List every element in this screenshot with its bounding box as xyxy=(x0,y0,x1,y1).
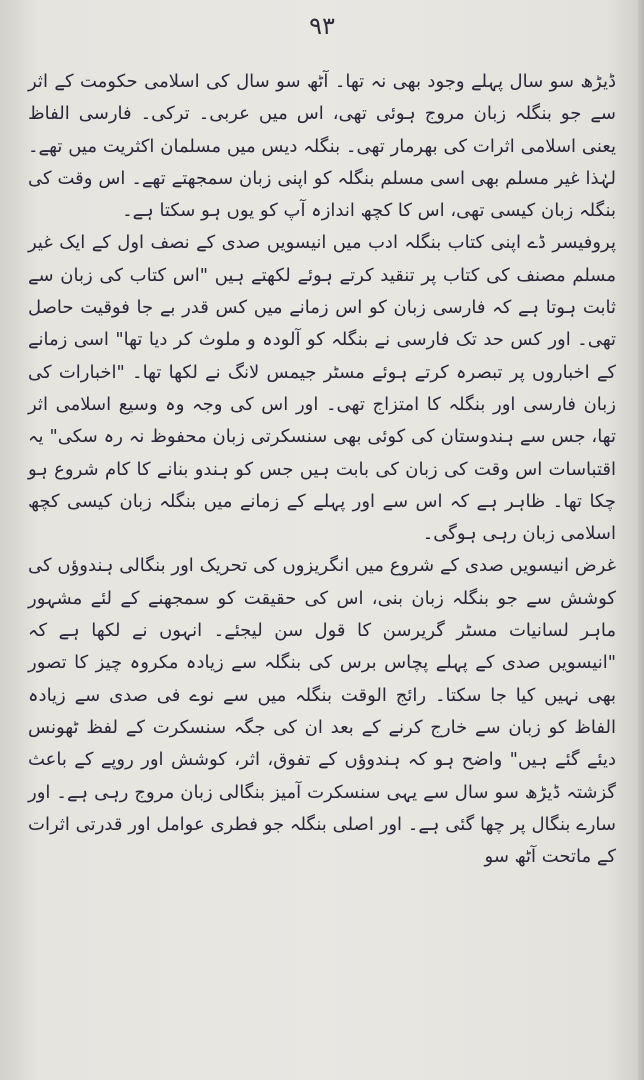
paragraph-1: ڈیڑھ سو سال پہلے وجود بھی نہ تھا۔ آٹھ سو سال کی اسلامی حکومت کے اثر سے جو بنگلہ زبان مروج ہوئی تھی، اس میں عربی۔ ترکی۔ فارسی الفاظ یعنی اسلامی اثرات کی بھرمار تھی۔ بنگلہ دیس میں مسلمان اکثریت میں تھے۔ لہٰذا غیر مسلم بھی اسی مسلم بنگلہ کو اپنی زبان سمجھتے تھے۔ اس وقت کی بنگلہ زبان کیسی تھی، اس کا کچھ اندازہ آپ کو یوں ہو سکتا ہے۔ xyxy=(28,71,616,222)
page-edge xyxy=(638,0,644,1080)
paragraph-2: پروفیسر ڈے اپنی کتاب بنگلہ ادب میں انیسویں صدی کے نصف اول کے ایک غیر مسلم مصنف کی کتاب پر تنقید کرتے ہوئے لکھتے ہیں "اس کتاب کی زبان سے ثابت ہوتا ہے کہ فارسی زبان کو اس زمانے میں کس قدر بے جا فوقیت حاصل تھی۔ اور کس حد تک فارسی نے بنگلہ کو آلودہ و ملوث کر دیا تھا" اسی زمانے کے اخباروں پر تبصرہ کرتے ہوئے مسٹر جیمس لانگ نے لکھا تھا۔ "اخبارات کی زبان فارسی اور بنگلہ کا امتزاج تھی۔ اور اس کی وجہ وہ وسیع اسلامی اثر تھا، جس سے ہندوستان کی کوئی بھی سنسکرتی زبان محفوظ نہ رہ سکی" یہ اقتباسات اس وقت کی زبان کی بابت ہیں جس کو ہندو بنانے کا کام شروع ہو چکا تھا۔ ظاہر ہے کہ اس سے اور پہلے کے زمانے میں بنگلہ زبان کیسی کچھ اسلامی زبان رہی ہوگی۔ xyxy=(28,232,616,545)
page-number: ۹۳ xyxy=(309,12,335,40)
paragraph-3: غرض انیسویں صدی کے شروع میں انگریزوں کی تحریک اور بنگالی ہندوؤں کی کوشش سے جو بنگلہ زبان بنی، اس کی حقیقت کو سمجھنے کے لئے مشہور ماہر لسانیات مسٹر گریرسن کا قول سن لیجئے۔ انہوں نے لکھا ہے کہ "انیسویں صدی کے پہلے پچاس برس کی بنگلہ سے زیادہ مکروہ چیز کا تصور بھی نہیں کیا جا سکتا۔ رائج الوقت بنگلہ میں سے نوے فی صدی سے زیادہ الفاظ کو زبان سے خارج کرنے کے بعد ان کی جگہ سنسکرت کے لفظ ٹھونس دیئے گئے ہیں" واضح ہو کہ ہندوؤں کے تفوق، اثر، کوشش اور روپے کے باعث گزشتہ ڈیڑھ سو سال سے یہی سنسکرت آمیز بنگالی زبان مروج رہی ہے۔ اور سارے بنگال پر چھا گئی ہے۔ اور اصلی بنگلہ جو فطری عوامل اور قدرتی اثرات کے ماتحت آٹھ سو xyxy=(28,555,616,868)
page-text xyxy=(28,66,616,873)
